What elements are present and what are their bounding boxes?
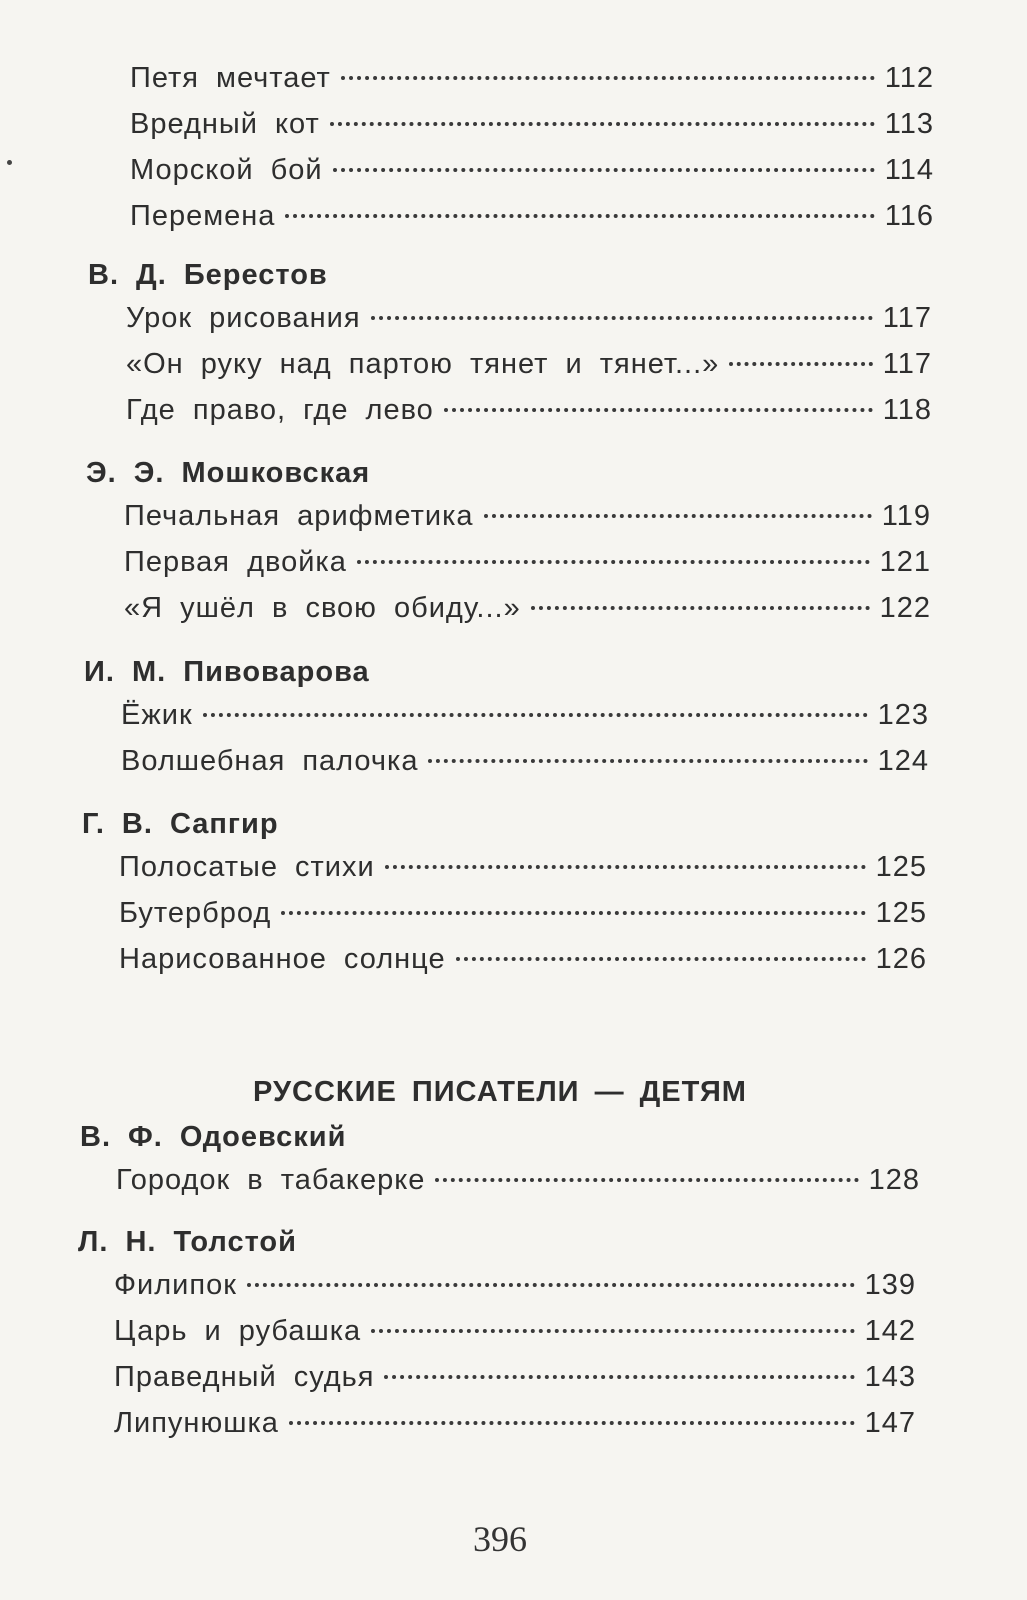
leader-dots — [247, 1283, 855, 1287]
entry-page: 117 — [882, 348, 932, 380]
author-name: В. Ф. Одоевский — [80, 1121, 347, 1153]
leader-dots — [289, 1421, 855, 1425]
entry-title: «Я ушёл в свою обиду...» — [124, 592, 521, 624]
print-speck — [7, 160, 12, 165]
entry-page: 124 — [877, 745, 929, 777]
entry-page: 125 — [875, 897, 927, 929]
leader-dots — [357, 560, 870, 564]
entry-title: Первая двойка — [124, 546, 347, 578]
leader-dots — [444, 408, 873, 412]
toc-entry — [86, 539, 931, 585]
entry-page: 116 — [884, 200, 934, 232]
entry-title: Царь и рубашка — [114, 1315, 362, 1347]
author-name: Э. Э. Мошковская — [86, 457, 371, 489]
toc-entry — [84, 738, 929, 784]
entry-title: Липунюшка — [114, 1407, 279, 1439]
toc-entry — [80, 1157, 920, 1203]
entry-page: 122 — [879, 592, 931, 624]
entry-page: 119 — [881, 500, 931, 532]
entry-title: Урок рисования — [126, 302, 361, 334]
toc-entry — [78, 1308, 916, 1354]
toc-entry — [82, 147, 934, 193]
entry-page: 113 — [884, 108, 934, 140]
entry-page: 125 — [875, 851, 927, 883]
toc-entry — [82, 55, 934, 101]
entry-page: 142 — [864, 1315, 916, 1347]
entry-title: Морской бой — [130, 154, 323, 186]
entry-title: Ёжик — [121, 699, 193, 731]
entry-page: 143 — [864, 1361, 916, 1393]
entry-title: Перемена — [130, 200, 276, 232]
toc-entry — [82, 193, 934, 239]
leader-dots — [203, 713, 868, 717]
leader-dots — [484, 514, 872, 518]
toc-entry — [82, 844, 927, 890]
toc-entry — [86, 493, 931, 539]
toc-entry — [82, 101, 934, 147]
entry-title: Филипок — [114, 1269, 237, 1301]
part-heading: РУССКИЕ ПИСАТЕЛИ — ДЕТЯМ — [253, 1076, 747, 1108]
entry-title: Петя мечтает — [130, 62, 331, 94]
entry-page: 112 — [884, 62, 934, 94]
toc-entry — [86, 585, 931, 631]
toc-section — [88, 255, 932, 433]
toc-entry — [78, 1262, 916, 1308]
page-number: 396 — [473, 1519, 527, 1559]
leader-dots — [729, 362, 873, 366]
leader-dots — [371, 316, 873, 320]
entry-page: 147 — [864, 1407, 916, 1439]
entry-page: 128 — [868, 1164, 920, 1196]
toc-entry — [82, 890, 927, 936]
entry-title: Городок в табакерке — [116, 1164, 426, 1196]
leader-dots — [330, 122, 875, 126]
leader-dots — [456, 957, 866, 961]
toc-entry — [78, 1400, 916, 1446]
toc-entry — [88, 387, 932, 433]
toc-entry — [82, 936, 927, 982]
entry-page: 123 — [877, 699, 929, 731]
toc-section — [84, 652, 929, 784]
toc-entry — [88, 295, 932, 341]
entry-title: Бутерброд — [119, 897, 272, 929]
toc-section — [82, 55, 934, 239]
toc-section — [82, 804, 927, 982]
leader-dots — [285, 214, 874, 218]
toc-entry — [88, 341, 932, 387]
toc-section — [78, 1222, 916, 1446]
entry-title: Печальная арифметика — [124, 500, 474, 532]
entry-title: Где право, где лево — [126, 394, 434, 426]
toc-section — [80, 1117, 920, 1203]
leader-dots — [371, 1329, 854, 1333]
toc-entry — [78, 1354, 916, 1400]
author-name: В. Д. Берестов — [88, 259, 328, 291]
entry-title: Волшебная палочка — [121, 745, 419, 777]
entry-page: 126 — [875, 943, 927, 975]
leader-dots — [428, 759, 867, 763]
leader-dots — [333, 168, 875, 172]
leader-dots — [281, 911, 865, 915]
author-name: Л. Н. Толстой — [78, 1226, 297, 1258]
entry-page: 139 — [864, 1269, 916, 1301]
leader-dots — [385, 865, 866, 869]
author-name: Г. В. Сапгир — [82, 808, 279, 840]
leader-dots — [531, 606, 870, 610]
entry-page: 118 — [882, 394, 932, 426]
entry-title: Вредный кот — [130, 108, 320, 140]
entry-title: Нарисованное солнце — [119, 943, 446, 975]
entry-page: 121 — [879, 546, 931, 578]
leader-dots — [435, 1178, 858, 1182]
entry-page: 117 — [882, 302, 932, 334]
entry-title: Праведный судья — [114, 1361, 375, 1393]
author-name: И. М. Пивоварова — [84, 656, 370, 688]
toc-entry — [84, 692, 929, 738]
entry-title: Полосатые стихи — [119, 851, 375, 883]
toc-section — [86, 453, 931, 631]
entry-title: «Он руку над партою тянет и тянет...» — [126, 348, 720, 380]
entry-page: 114 — [884, 154, 934, 186]
leader-dots — [341, 76, 875, 80]
leader-dots — [384, 1375, 854, 1379]
